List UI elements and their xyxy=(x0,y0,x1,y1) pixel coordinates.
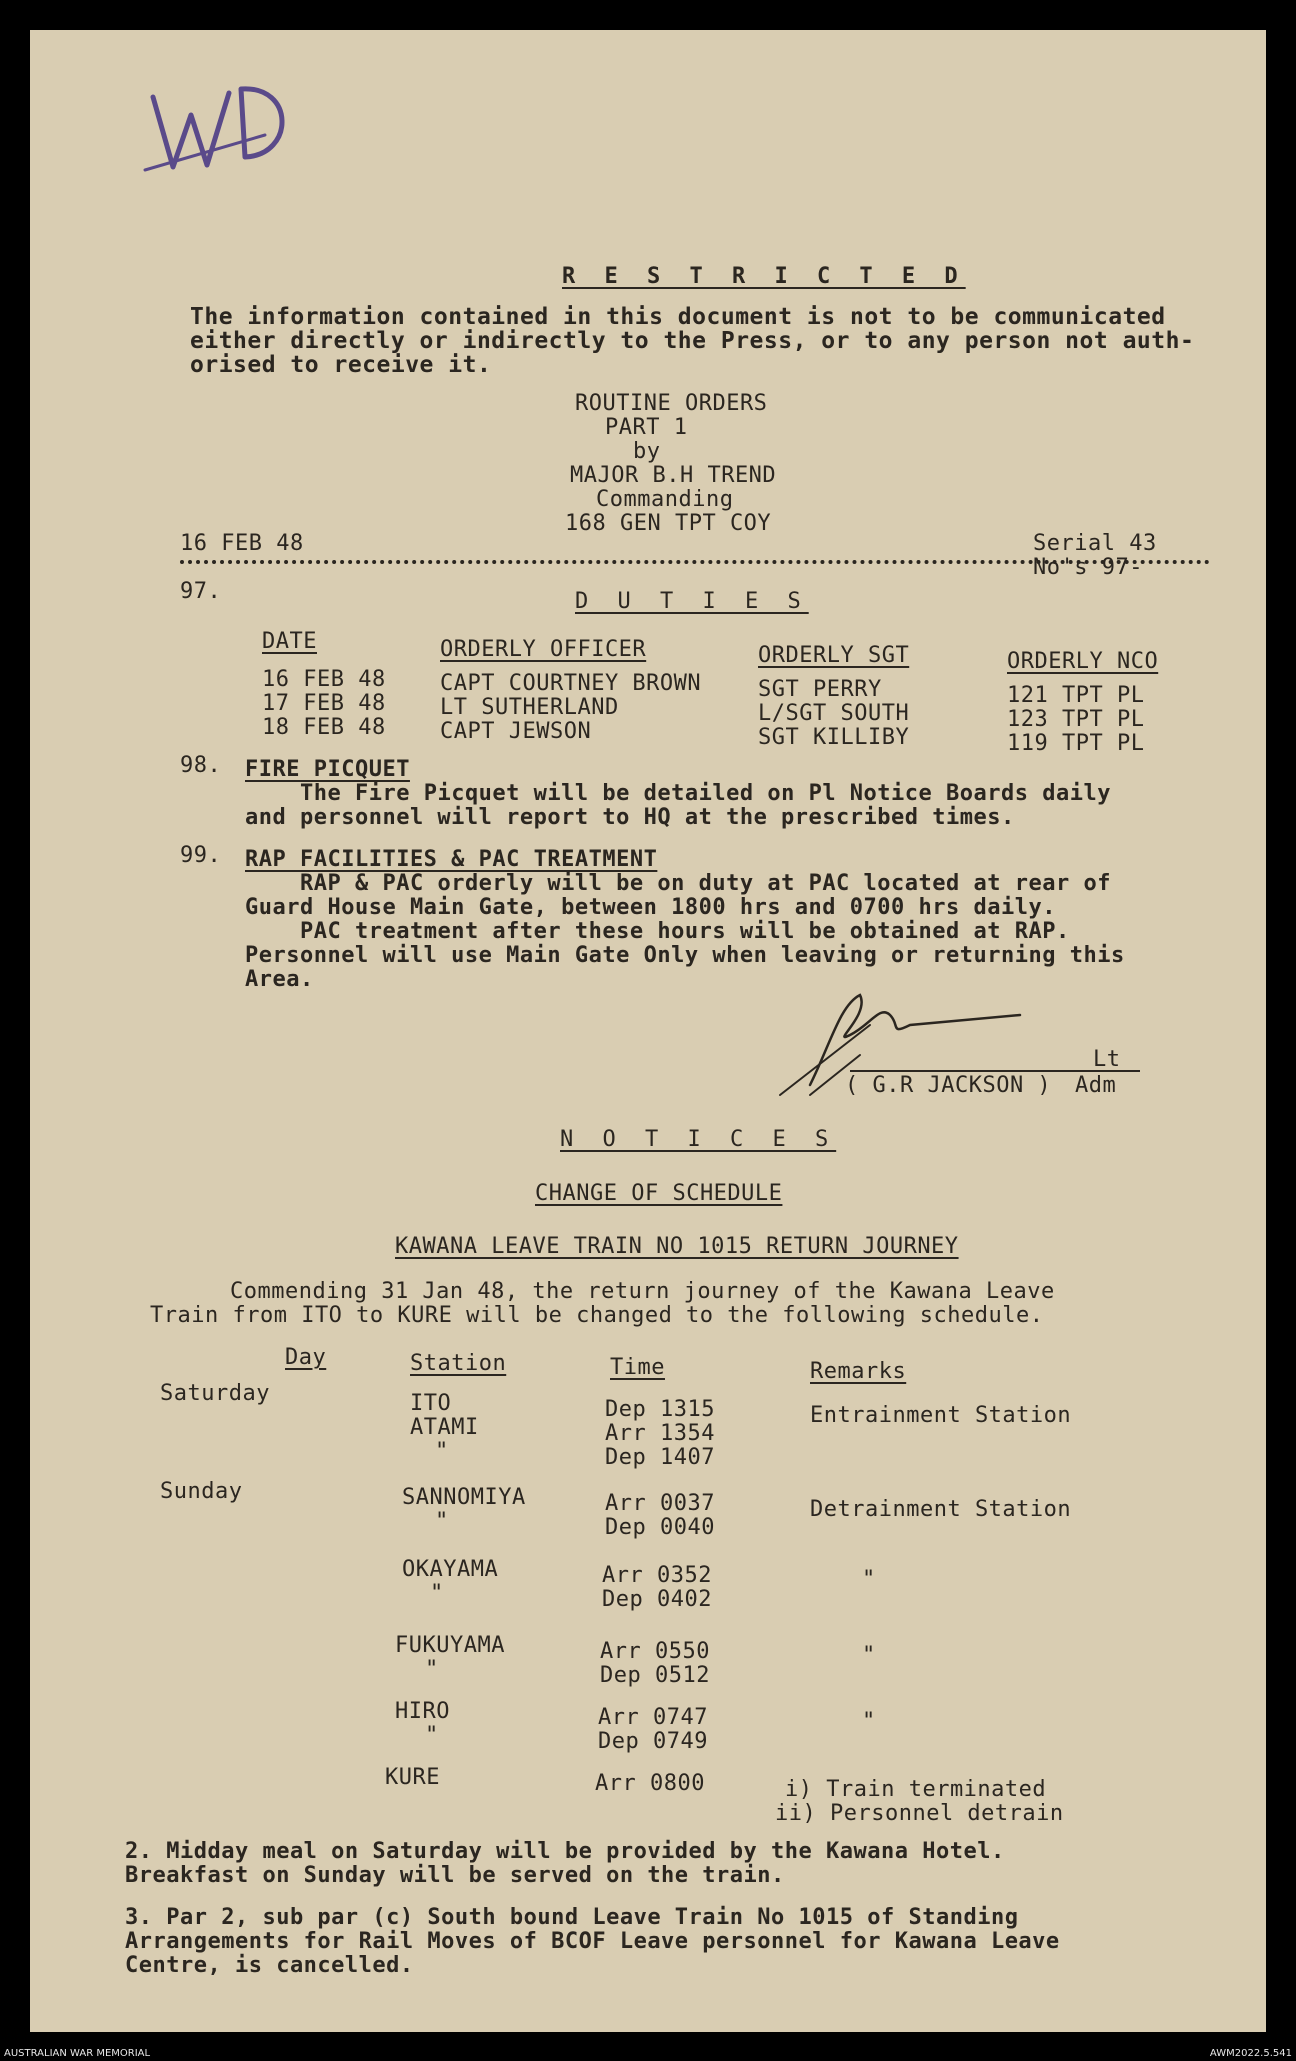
duty-row-3-date: 18 FEB 48 xyxy=(262,715,386,740)
para3-line-1: 3. Par 2, sub par (c) South bound Leave Train No 1015 of Standing xyxy=(125,1905,1019,1930)
schedule-time: Dep 1315 xyxy=(605,1397,715,1422)
schedule-time: Arr 0800 xyxy=(595,1771,705,1796)
schedule-station: OKAYAMA xyxy=(402,1557,499,1582)
duty-row-1-sgt: SGT PERRY xyxy=(758,677,882,702)
duty-row-2-officer: LT SUTHERLAND xyxy=(440,695,619,720)
rap-heading: RAP FACILITIES & PAC TREATMENT xyxy=(245,847,658,872)
schedule-remarks-ditto: " xyxy=(862,1643,876,1668)
document-page xyxy=(30,30,1266,2032)
item-number-98: 98. xyxy=(180,753,222,778)
signature-name: ( G.R JACKSON ) xyxy=(845,1073,1052,1098)
rap-line-3: PAC treatment after these hours will be obtained at RAP. xyxy=(300,919,1070,944)
schedule-remarks-ditto: " xyxy=(862,1567,876,1592)
schedule-time: Arr 0352 xyxy=(602,1563,712,1588)
rap-line-5: Area. xyxy=(245,967,314,992)
para2-line-1: 2. Midday meal on Saturday will be provided by the Kawana Hotel. xyxy=(125,1839,1005,1864)
schedule-time: Arr 1354 xyxy=(605,1421,715,1446)
title-line-6: 168 GEN TPT COY xyxy=(565,511,772,536)
para2-line-2: Breakfast on Sunday will be served on the train. xyxy=(125,1863,785,1888)
notices-heading: N O T I C E S xyxy=(560,1127,837,1152)
train-heading: KAWANA LEAVE TRAIN NO 1015 RETURN JOURNEY xyxy=(395,1234,959,1259)
schedule-station: ITO xyxy=(410,1391,452,1416)
rap-line-2: Guard House Main Gate, between 1800 hrs and 0700 hrs daily. xyxy=(245,895,1056,920)
schedule-col-remarks: Remarks xyxy=(810,1359,907,1384)
schedule-station-ditto: " xyxy=(425,1657,439,1682)
schedule-station: SANNOMIYA xyxy=(402,1485,526,1510)
change-of-schedule-heading: CHANGE OF SCHEDULE xyxy=(535,1181,783,1206)
signature-line xyxy=(850,1070,1140,1072)
schedule-time: Dep 0402 xyxy=(602,1587,712,1612)
archive-reference: AWM2022.5.541 xyxy=(1209,2048,1292,2059)
title-line-3: by xyxy=(633,439,661,464)
schedule-col-station: Station xyxy=(410,1351,507,1376)
schedule-time: Dep 0040 xyxy=(605,1515,715,1540)
classification-heading: R E S T R I C T E D xyxy=(562,264,966,289)
intro-line-1: Commending 31 Jan 48, the return journey of the Kawana Leave xyxy=(230,1279,1055,1304)
order-date: 16 FEB 48 xyxy=(180,531,304,556)
caveat-line-2: either directly or indirectly to the Press, or to any person not auth- xyxy=(190,328,1195,354)
para3-line-2: Arrangements for Rail Moves of BCOF Leave personnel for Kawana Leave xyxy=(125,1929,1060,1954)
schedule-station: FUKUYAMA xyxy=(395,1633,505,1658)
item-number-99: 99. xyxy=(180,843,222,868)
schedule-station: KURE xyxy=(385,1765,440,1790)
schedule-station-ditto: " xyxy=(425,1723,439,1748)
fire-picquet-line-2: and personnel will report to HQ at the prescribed times. xyxy=(245,805,1015,830)
schedule-col-time: Time xyxy=(610,1355,665,1380)
duty-row-2-date: 17 FEB 48 xyxy=(262,691,386,716)
handwritten-annotation xyxy=(145,75,285,185)
duties-col-officer: ORDERLY OFFICER xyxy=(440,637,647,662)
schedule-remarks: Detrainment Station xyxy=(810,1497,1072,1522)
order-numbers: No's 97- xyxy=(1033,555,1143,580)
fire-picquet-heading: FIRE PICQUET xyxy=(245,757,410,782)
schedule-remarks: i) Train terminated xyxy=(785,1777,1047,1802)
archive-credit: AUSTRALIAN WAR MEMORIAL xyxy=(4,2048,151,2059)
intro-line-2: Train from ITO to KURE will be changed to the following schedule. xyxy=(150,1303,1044,1328)
schedule-col-day: Day xyxy=(285,1345,327,1370)
title-line-4: MAJOR B.H TREND xyxy=(570,463,777,488)
duty-row-2-nco: 123 TPT PL xyxy=(1007,707,1145,732)
rap-line-4: Personnel will use Main Gate Only when leaving or returning this xyxy=(245,943,1125,968)
duty-row-3-sgt: SGT KILLIBY xyxy=(758,725,910,750)
title-line-2: PART 1 xyxy=(605,415,688,440)
duties-col-nco: ORDERLY NCO xyxy=(1007,649,1159,674)
schedule-station: HIRO xyxy=(395,1699,450,1724)
caveat-line-3: orised to receive it. xyxy=(190,352,492,378)
duties-col-sgt: ORDERLY SGT xyxy=(758,643,910,668)
schedule-station-ditto: " xyxy=(435,1509,449,1534)
schedule-station-ditto: " xyxy=(435,1439,449,1464)
fire-picquet-line-1: The Fire Picquet will be detailed on Pl Notice Boards daily xyxy=(300,781,1111,806)
schedule-remarks: ii) Personnel detrain xyxy=(775,1801,1064,1826)
schedule-time: Dep 0512 xyxy=(600,1663,710,1688)
signature-appointment: Adm xyxy=(1075,1073,1117,1098)
duty-row-1-nco: 121 TPT PL xyxy=(1007,683,1145,708)
title-line-1: ROUTINE ORDERS xyxy=(575,391,768,416)
schedule-station: ATAMI xyxy=(410,1415,479,1440)
schedule-day-sunday: Sunday xyxy=(160,1479,243,1504)
serial-number: Serial 43 xyxy=(1033,531,1157,556)
schedule-remarks-ditto: " xyxy=(862,1709,876,1734)
schedule-remarks: Entrainment Station xyxy=(810,1403,1072,1428)
rap-line-1: RAP & PAC orderly will be on duty at PAC located at rear of xyxy=(300,871,1111,896)
duties-col-date: DATE xyxy=(262,629,317,654)
duties-heading: D U T I E S xyxy=(575,589,809,614)
separator-dotted-left xyxy=(180,560,1210,564)
duty-row-2-sgt: L/SGT SOUTH xyxy=(758,701,910,726)
item-number-97: 97. xyxy=(180,579,222,604)
schedule-time: Arr 0747 xyxy=(598,1705,708,1730)
signature-rank: Lt xyxy=(1093,1047,1121,1072)
duty-row-3-nco: 119 TPT PL xyxy=(1007,731,1145,756)
schedule-day-saturday: Saturday xyxy=(160,1381,270,1406)
schedule-time: Dep 0749 xyxy=(598,1729,708,1754)
schedule-time: Dep 1407 xyxy=(605,1445,715,1470)
para3-line-3: Centre, is cancelled. xyxy=(125,1953,414,1978)
duty-row-1-date: 16 FEB 48 xyxy=(262,667,386,692)
schedule-station-ditto: " xyxy=(430,1581,444,1606)
caveat-line-1: The information contained in this document is not to be communicated xyxy=(190,304,1166,330)
title-line-5: Commanding xyxy=(596,487,734,512)
schedule-time: Arr 0550 xyxy=(600,1639,710,1664)
duty-row-1-officer: CAPT COURTNEY BROWN xyxy=(440,671,702,696)
duty-row-3-officer: CAPT JEWSON xyxy=(440,719,592,744)
schedule-time: Arr 0037 xyxy=(605,1491,715,1516)
